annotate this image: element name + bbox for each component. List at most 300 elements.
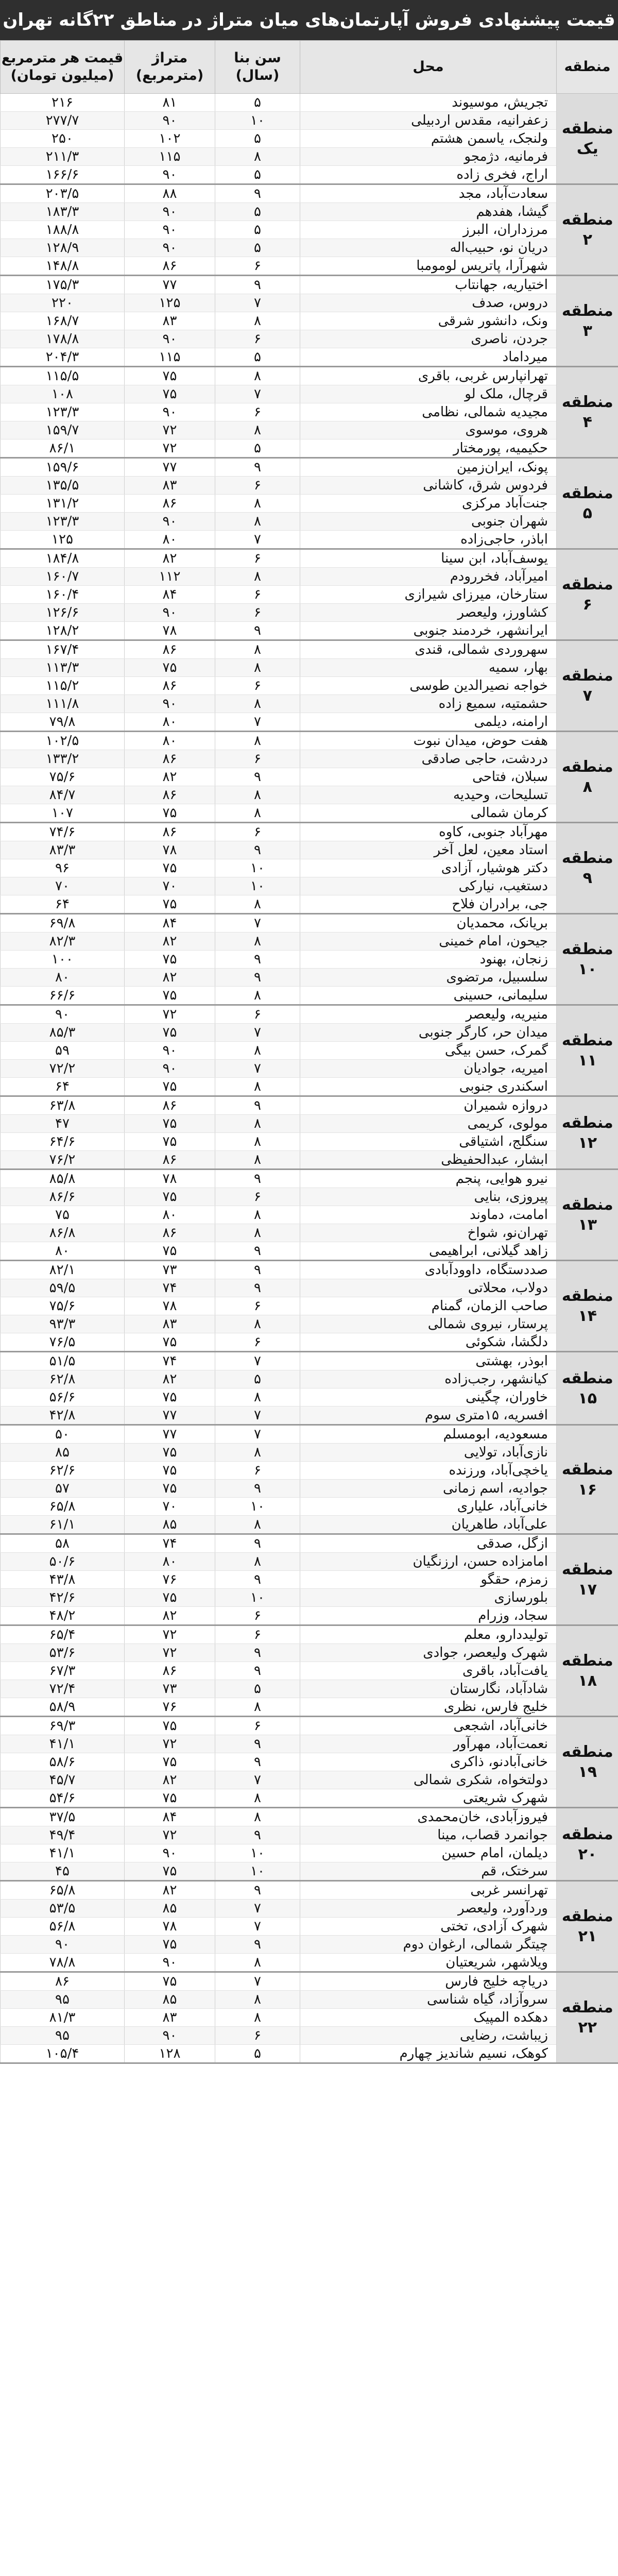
area-cell: سهروردی شمالی، قندی [300,640,557,659]
area-cell: دهکده المپیک [300,2009,557,2027]
table-row [1,239,618,257]
area-cell: نیرو هوایی، پنجم [300,1170,557,1188]
age-cell: ۵ [215,348,300,367]
price-cell: ۸۶/۸ [1,1224,125,1242]
table-row [1,166,618,184]
area-cell: اباذر، حاجی‌زاده [300,531,557,549]
table-row [1,513,618,531]
table-row [1,841,618,859]
age-cell: ۹ [215,1662,300,1680]
table-row [1,403,618,421]
price-cell: ۱۲۶/۶ [1,604,125,622]
price-cell: ۱۱۵/۲ [1,677,125,695]
age-cell: ۵ [215,1680,300,1698]
age-cell: ۹ [215,458,300,477]
size-cell: ۷۵ [125,895,215,914]
price-cell: ۷۶/۵ [1,1333,125,1352]
area-cell: فردوس شرق، کاشانی [300,477,557,495]
price-cell: ۶۶/۶ [1,987,125,1005]
price-cell: ۱۳۱/۲ [1,495,125,513]
region-cell: منطقه ۵ [557,458,618,549]
region-cell: منطقه ۱۹ [557,1717,618,1808]
size-cell: ۷۷ [125,1406,215,1425]
table-row [1,895,618,914]
price-cell: ۵۷ [1,1480,125,1498]
size-cell: ۱۱۲ [125,568,215,586]
price-cell: ۱۰۷ [1,804,125,823]
price-cell: ۸۵/۳ [1,1024,125,1042]
age-cell: ۸ [215,1954,300,1972]
age-cell: ۹ [215,1644,300,1662]
area-cell: خانی‌آبادنو، ذاکری [300,1753,557,1771]
table-row [1,933,618,951]
table-row [1,1881,618,1900]
price-cell: ۲۱۱/۳ [1,148,125,166]
size-cell: ۷۸ [125,1918,215,1936]
price-cell: ۸۲/۱ [1,1261,125,1279]
area-cell: حکیمیه، پورمختار [300,439,557,458]
age-cell: ۷ [215,1771,300,1789]
size-cell: ۸۱ [125,94,215,112]
table-row [1,477,618,495]
price-cell: ۱۱۳/۳ [1,659,125,677]
size-cell: ۷۵ [125,1444,215,1462]
age-cell: ۹ [215,1936,300,1954]
age-cell: ۷ [215,1900,300,1918]
price-cell: ۶۲/۸ [1,1370,125,1388]
table-row [1,677,618,695]
age-cell: ۶ [215,257,300,276]
area-cell: تسلیحات، وحیدیه [300,786,557,804]
age-cell: ۹ [215,1096,300,1115]
age-cell: ۷ [215,385,300,403]
price-cell: ۸۶/۶ [1,1188,125,1206]
table-row [1,348,618,367]
table-row [1,1918,618,1936]
size-cell: ۸۳ [125,1315,215,1333]
area-cell: شهران جنوبی [300,513,557,531]
age-cell: ۸ [215,367,300,385]
size-cell: ۷۵ [125,804,215,823]
price-cell: ۱۰۸ [1,385,125,403]
size-cell: ۸۲ [125,768,215,786]
size-cell: ۷۲ [125,1005,215,1024]
size-cell: ۸۲ [125,969,215,987]
region-cell: منطقه ۲۲ [557,1972,618,2063]
price-cell: ۶۳/۸ [1,1096,125,1115]
area-cell: دولتخواه، شکری شمالی [300,1771,557,1789]
region-cell: منطقه ۱۶ [557,1425,618,1534]
table-header-row [1,41,618,94]
table-row [1,1388,618,1406]
price-cell: ۶۴ [1,1078,125,1096]
size-cell: ۸۶ [125,677,215,695]
table-row [1,184,618,203]
age-cell: ۸ [215,695,300,713]
size-cell: ۸۲ [125,933,215,951]
age-cell: ۹ [215,1753,300,1771]
size-cell: ۷۴ [125,1279,215,1297]
table-row [1,1553,618,1571]
price-cell: ۷۶/۲ [1,1151,125,1170]
price-cell: ۷۲/۴ [1,1680,125,1698]
age-cell: ۶ [215,549,300,568]
table-row [1,1662,618,1680]
age-cell: ۷ [215,1425,300,1444]
price-cell: ۱۶۰/۷ [1,568,125,586]
price-cell: ۱۶۶/۶ [1,166,125,184]
size-cell: ۸۵ [125,1991,215,2009]
price-cell: ۹۵ [1,1991,125,2009]
size-cell: ۸۲ [125,1370,215,1388]
area-cell: وردآورد، ولیعصر [300,1900,557,1918]
table-row [1,1133,618,1151]
area-cell: صاحب الزمان، گمنام [300,1297,557,1315]
table-row [1,695,618,713]
size-cell: ۷۵ [125,1078,215,1096]
price-cell: ۵۰ [1,1425,125,1444]
size-cell: ۸۲ [125,1607,215,1625]
region-cell: منطقه ۱۸ [557,1625,618,1717]
table-row [1,112,618,130]
age-cell: ۸ [215,1516,300,1534]
price-cell: ۵۹/۵ [1,1279,125,1297]
price-cell: ۷۹/۸ [1,713,125,732]
area-cell: مهرآباد جنوبی، کاوه [300,823,557,841]
age-cell: ۶ [215,330,300,348]
age-cell: ۹ [215,841,300,859]
price-cell: ۱۶۷/۴ [1,640,125,659]
table-row [1,1498,618,1516]
price-cell: ۷۵/۶ [1,768,125,786]
region-cell: منطقه ۱۱ [557,1005,618,1096]
size-cell: ۹۰ [125,1042,215,1060]
area-cell: منیریه، ولیعصر [300,1005,557,1024]
area-cell: سبلان، فتاحی [300,768,557,786]
size-cell: ۸۲ [125,549,215,568]
price-cell: ۸۱/۳ [1,2009,125,2027]
age-cell: ۸ [215,1698,300,1717]
area-cell: ویلاشهر، شریعتیان [300,1954,557,1972]
header-price: قیمت هر مترمربع (میلیون تومان) [1,41,125,94]
price-cell: ۲۲۰ [1,294,125,312]
area-cell: جنت‌آباد مرکزی [300,495,557,513]
size-cell: ۷۳ [125,1261,215,1279]
size-cell: ۷۵ [125,367,215,385]
age-cell: ۸ [215,987,300,1005]
age-cell: ۶ [215,1462,300,1480]
region-cell: منطقه ۱۷ [557,1534,618,1625]
size-cell: ۸۰ [125,713,215,732]
price-cell: ۱۵۹/۶ [1,458,125,477]
age-cell: ۱۰ [215,877,300,895]
age-cell: ۹ [215,184,300,203]
age-cell: ۱۰ [215,859,300,877]
size-cell: ۹۰ [125,695,215,713]
size-cell: ۸۲ [125,1881,215,1900]
age-cell: ۹ [215,1571,300,1589]
age-cell: ۸ [215,895,300,914]
area-cell: جوانمرد قصاب، مینا [300,1826,557,1844]
age-cell: ۹ [215,1242,300,1261]
area-cell: دلگشا، شکوئی [300,1333,557,1352]
age-cell: ۵ [215,239,300,257]
area-cell: جی، برادران فلاح [300,895,557,914]
area-cell: دروازه شمیران [300,1096,557,1115]
size-cell: ۸۴ [125,914,215,933]
area-cell: مجیدیه شمالی، نظامی [300,403,557,421]
size-cell: ۹۰ [125,112,215,130]
price-cell: ۴۱/۱ [1,1844,125,1862]
area-cell: خانی‌آباد، علیاری [300,1498,557,1516]
table-row [1,604,618,622]
age-cell: ۶ [215,403,300,421]
table-row [1,1771,618,1789]
area-cell: خلیج فارس، نظری [300,1698,557,1717]
size-cell: ۷۰ [125,1498,215,1516]
area-cell: ابشار، عبدالحفیظی [300,1151,557,1170]
age-cell: ۹ [215,1534,300,1553]
price-cell: ۶۴ [1,895,125,914]
price-cell: ۶۴/۶ [1,1133,125,1151]
age-cell: ۸ [215,495,300,513]
area-cell: امیرآباد، فخررودم [300,568,557,586]
size-cell: ۷۷ [125,458,215,477]
price-cell: ۲۰۴/۳ [1,348,125,367]
price-cell: ۱۱۵/۵ [1,367,125,385]
size-cell: ۷۲ [125,421,215,439]
table-row [1,951,618,969]
price-cell: ۷۲/۲ [1,1060,125,1078]
region-cell: منطقه یک [557,94,618,184]
area-cell: فرمانیه، دژمجو [300,148,557,166]
area-cell: گیشا، هفدهم [300,203,557,221]
price-cell: ۹۰ [1,1936,125,1954]
age-cell: ۶ [215,1297,300,1315]
header-age: سن بنا (سال) [215,41,300,94]
price-cell: ۲۰۳/۵ [1,184,125,203]
price-cell: ۱۲۵ [1,531,125,549]
size-cell: ۸۶ [125,495,215,513]
table-row [1,1115,618,1133]
price-cell: ۸۳/۳ [1,841,125,859]
area-cell: اراج، فخری زاده [300,166,557,184]
age-cell: ۵ [215,2045,300,2063]
table-row [1,1534,618,1553]
table-row [1,330,618,348]
age-cell: ۵ [215,94,300,112]
table-row [1,1589,618,1607]
age-cell: ۹ [215,951,300,969]
area-cell: بریانک، محمدیان [300,914,557,933]
area-cell: پرستار، نیروی شمالی [300,1315,557,1333]
size-cell: ۷۵ [125,1133,215,1151]
header-region: منطقه [557,41,618,94]
age-cell: ۶ [215,2027,300,2045]
price-cell: ۵۳/۶ [1,1644,125,1662]
size-cell: ۹۰ [125,1954,215,1972]
price-cell: ۲۵۰ [1,130,125,148]
age-cell: ۸ [215,513,300,531]
table-row [1,1042,618,1060]
table-row [1,987,618,1005]
table-row [1,804,618,823]
price-cell: ۱۰۵/۴ [1,2045,125,2063]
age-cell: ۶ [215,1607,300,1625]
table-row [1,148,618,166]
area-cell: میدان حر، کارگر جنوبی [300,1024,557,1042]
table-row [1,221,618,239]
age-cell: ۱۰ [215,1862,300,1881]
area-cell: یوسف‌آباد، ابن سینا [300,549,557,568]
size-cell: ۷۵ [125,1115,215,1133]
size-cell: ۷۷ [125,276,215,294]
area-cell: مرزداران، البرز [300,221,557,239]
size-cell: ۹۰ [125,239,215,257]
table-row [1,1607,618,1625]
table-row [1,622,618,640]
size-cell: ۷۵ [125,1589,215,1607]
table-row [1,257,618,276]
age-cell: ۱۰ [215,1498,300,1516]
age-cell: ۸ [215,1115,300,1133]
size-cell: ۷۵ [125,951,215,969]
table-row [1,768,618,786]
table-row [1,1954,618,1972]
price-cell: ۴۳/۸ [1,1571,125,1589]
size-cell: ۷۵ [125,1972,215,1991]
size-cell: ۷۵ [125,1462,215,1480]
size-cell: ۹۰ [125,330,215,348]
size-cell: ۸۶ [125,750,215,768]
area-cell: شادآباد، نگارستان [300,1680,557,1698]
area-cell: دیلمان، امام حسین [300,1844,557,1862]
price-cell: ۱۳۳/۲ [1,750,125,768]
size-cell: ۹۰ [125,2027,215,2045]
size-cell: ۸۰ [125,531,215,549]
area-cell: دولاب، محلاتی [300,1279,557,1297]
table-row [1,421,618,439]
area-cell: زمزم، حقگو [300,1571,557,1589]
size-cell: ۷۷ [125,1425,215,1444]
region-cell: منطقه ۸ [557,732,618,823]
size-cell: ۹۰ [125,1060,215,1078]
price-cell: ۱۸۳/۳ [1,203,125,221]
size-cell: ۹۰ [125,604,215,622]
area-cell: شهرک ولیعصر، جوادی [300,1644,557,1662]
price-cell: ۸۲/۳ [1,933,125,951]
size-cell: ۷۵ [125,385,215,403]
size-cell: ۹۰ [125,203,215,221]
price-cell: ۶۱/۱ [1,1516,125,1534]
age-cell: ۸ [215,659,300,677]
table-row [1,1242,618,1261]
size-cell: ۷۰ [125,877,215,895]
size-cell: ۷۶ [125,1698,215,1717]
header-size: متراژ (مترمربع) [125,41,215,94]
price-cell: ۶۷/۳ [1,1662,125,1680]
size-cell: ۸۶ [125,1096,215,1115]
price-cell: ۵۹ [1,1042,125,1060]
table-row [1,859,618,877]
age-cell: ۷ [215,1406,300,1425]
area-cell: دکتر هوشیار، آزادی [300,859,557,877]
table-row [1,1188,618,1206]
table-row [1,94,618,112]
area-cell: هفت حوض، میدان نبوت [300,732,557,750]
area-cell: گمرک، حسن بیگی [300,1042,557,1060]
table-row [1,1735,618,1753]
price-cell: ۹۶ [1,859,125,877]
region-cell: منطقه ۷ [557,640,618,732]
age-cell: ۸ [215,786,300,804]
table-row [1,1297,618,1315]
price-cell: ۶۵/۸ [1,1498,125,1516]
price-cell: ۲۷۷/۷ [1,112,125,130]
table-row [1,1680,618,1698]
age-cell: ۸ [215,1789,300,1808]
size-cell: ۷۴ [125,1352,215,1370]
table-row [1,586,618,604]
age-cell: ۵ [215,439,300,458]
price-cell: ۴۵ [1,1862,125,1881]
area-cell: ایرانشهر، خردمند جنوبی [300,622,557,640]
age-cell: ۷ [215,1024,300,1042]
price-cell: ۴۵/۷ [1,1771,125,1789]
table-row [1,1024,618,1042]
region-cell: منطقه ۲۰ [557,1808,618,1881]
table-row [1,1224,618,1242]
size-cell: ۸۲ [125,1771,215,1789]
age-cell: ۵ [215,203,300,221]
area-cell: دریان نو، حبیب‌اله [300,239,557,257]
region-cell: منطقه ۲۱ [557,1881,618,1972]
table-row [1,2009,618,2027]
age-cell: ۸ [215,933,300,951]
area-cell: دردشت، حاجی صادقی [300,750,557,768]
size-cell: ۷۵ [125,659,215,677]
price-cell: ۱۶۸/۷ [1,312,125,330]
size-cell: ۷۵ [125,1862,215,1881]
price-cell: ۵۶/۸ [1,1918,125,1936]
size-cell: ۷۲ [125,1644,215,1662]
table-row [1,750,618,768]
area-cell: پیروزی، بنایی [300,1188,557,1206]
region-cell: منطقه ۶ [557,549,618,640]
table-row [1,294,618,312]
size-cell: ۷۵ [125,1480,215,1498]
size-cell: ۸۵ [125,1900,215,1918]
size-cell: ۸۳ [125,2009,215,2027]
age-cell: ۸ [215,732,300,750]
price-cell: ۹۰ [1,1005,125,1024]
area-cell: مسعودیه، ابومسلم [300,1425,557,1444]
area-cell: سجاد، وزرام [300,1607,557,1625]
area-cell: حشمتیه، سمیع زاده [300,695,557,713]
area-cell: علی‌آباد، طاهریان [300,1516,557,1534]
price-cell: ۵۸ [1,1534,125,1553]
area-cell: جیحون، امام خمینی [300,933,557,951]
table-row [1,1972,618,1991]
price-cell: ۵۱/۵ [1,1352,125,1370]
table-row [1,1406,618,1425]
area-cell: جردن، ناصری [300,330,557,348]
region-cell: منطقه ۱۳ [557,1170,618,1261]
area-cell: زعفرانیه، مقدس اردبیلی [300,112,557,130]
table-row [1,2027,618,2045]
size-cell: ۷۵ [125,1753,215,1771]
table-row [1,1480,618,1498]
